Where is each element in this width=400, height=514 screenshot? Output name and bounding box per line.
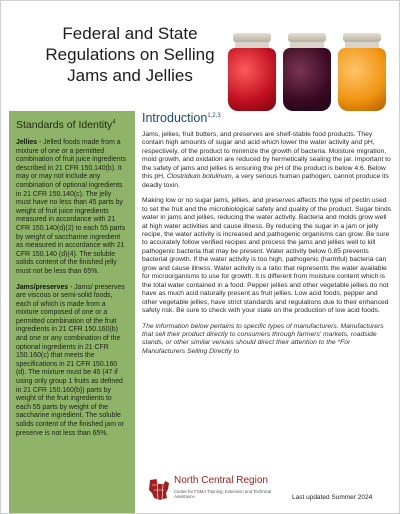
jam-jars-image	[225, 27, 389, 115]
last-updated: Last updated Summer 2024	[292, 494, 373, 501]
page-title: Federal and State Regulations on Selling Jams and Jellies	[45, 24, 215, 85]
introduction-heading: Introduction$^{1,2,3}$	[142, 111, 221, 125]
org-subtitle: Center for FSMA Training, Extension and Technical Assistance	[174, 489, 272, 499]
red-jam-jar	[227, 33, 277, 111]
sidebar-heading: Standards of Identity$^4$	[16, 119, 116, 131]
footer	[142, 473, 394, 509]
jellies-definition: Jellies - Jelled foods made from a mixture of one or a permitted combination of fruit juice ingredients described in 21 CFR 150.140(b). It may or may not include any combination of optional ingredients in 21 CFR 150.140(c). The jelly must have no less than 45 parts by weight of fruit juice ingredients measured in accordance with 21 CFR 150.140(d)(2) to each 55 parts by weight of saccharine ingredient as measured in accordance with 21 CFR 150.140 (d)(4). The soluble solids content of the finished jelly must not be less than 65%.	[16, 139, 126, 275]
main-content	[142, 111, 392, 363]
intro-paragraph-3: The information below pertains to specific types of manufacturers. Manufacturers that sell their product directly to consumers through farmers' markets, roadside stands, or other similar venues should direct their attention to the *For Manufacturers Selling Directly to	[142, 322, 384, 355]
standards-sidebar	[9, 111, 135, 514]
purple-jam-jar	[282, 33, 332, 111]
org-name: North Central Region	[174, 475, 268, 486]
north-central-region-map-icon	[148, 476, 170, 502]
orange-jam-jar	[337, 33, 387, 111]
intro-paragraph-1: Jams, jellies, fruit butters, and preserves are shelf-stable food products. They contain high amounts of sugar and acid which lower the water activity and pH, respectively, of the product to minimize the growth of bacteria. Moisture migration, mold growth, and oxidation are reduced by hermetically sealing the jar. Important to the safety of jams and jellies is ensuring the pH of the product is below 4.6. Below this pH, Clostridium botulinum, a very serious human pathogen, cannot produce its deadly toxin.	[142, 131, 391, 189]
intro-paragraph-2: Making low or no sugar jams, jellies, and preserves affects the type of pectin used to set the fruit and the microbiological safety and quality of the product. Sugar binds water in jams and jellies, reducing the water activity. Bacteria and molds grow well at high water activities and cause illness. By reducing the sugar in a jam or jelly recipe, the water activity is increased and pathogenic organisms can grow. Be sure to accurately follow verified recipes and process the jams and jellies well to kill pathogenic bacteria that may be present. Water activity below 0.85 prevents bacterial growth. If the water activity is too high, pathogenic (harmful) bacteria can grow and cause illness. Water activity is a ratio that represents the water available for microorganisms to use for growth. It is different from moisture content which is the total water contained in a food. Pepper jellies and other vegetable jellies do not have as much acid naturally present as fruit jellies. Low acid foods, pepper and other vegetable jellies, have strict standards and regulations due to their enhanced safety risk. Be sure to check with your state on the production of low acid foods.	[142, 197, 392, 315]
jams-preserves-definition: Jams/preserves - Jams/ preserves are viscous or semi-solid foods, each of which is made from a mixture composed of one or a permitted combination of the fruit ingredients in 21 CFR 150.160(b) and one or any combination of the optional ingredients in 21 CFR 150.160(c) that meets the specifications in 21 CFR 150.160 (d). The mixture must be 45 (47 if using only group 1 fruits as defined in 21 CFR 150.160(b)) parts by weight of the fruit ingredients to each 55 parts by weight of the saccharine ingredient. The soluble solids content of the finished jam or preserve is not less than 65%.	[16, 283, 125, 437]
